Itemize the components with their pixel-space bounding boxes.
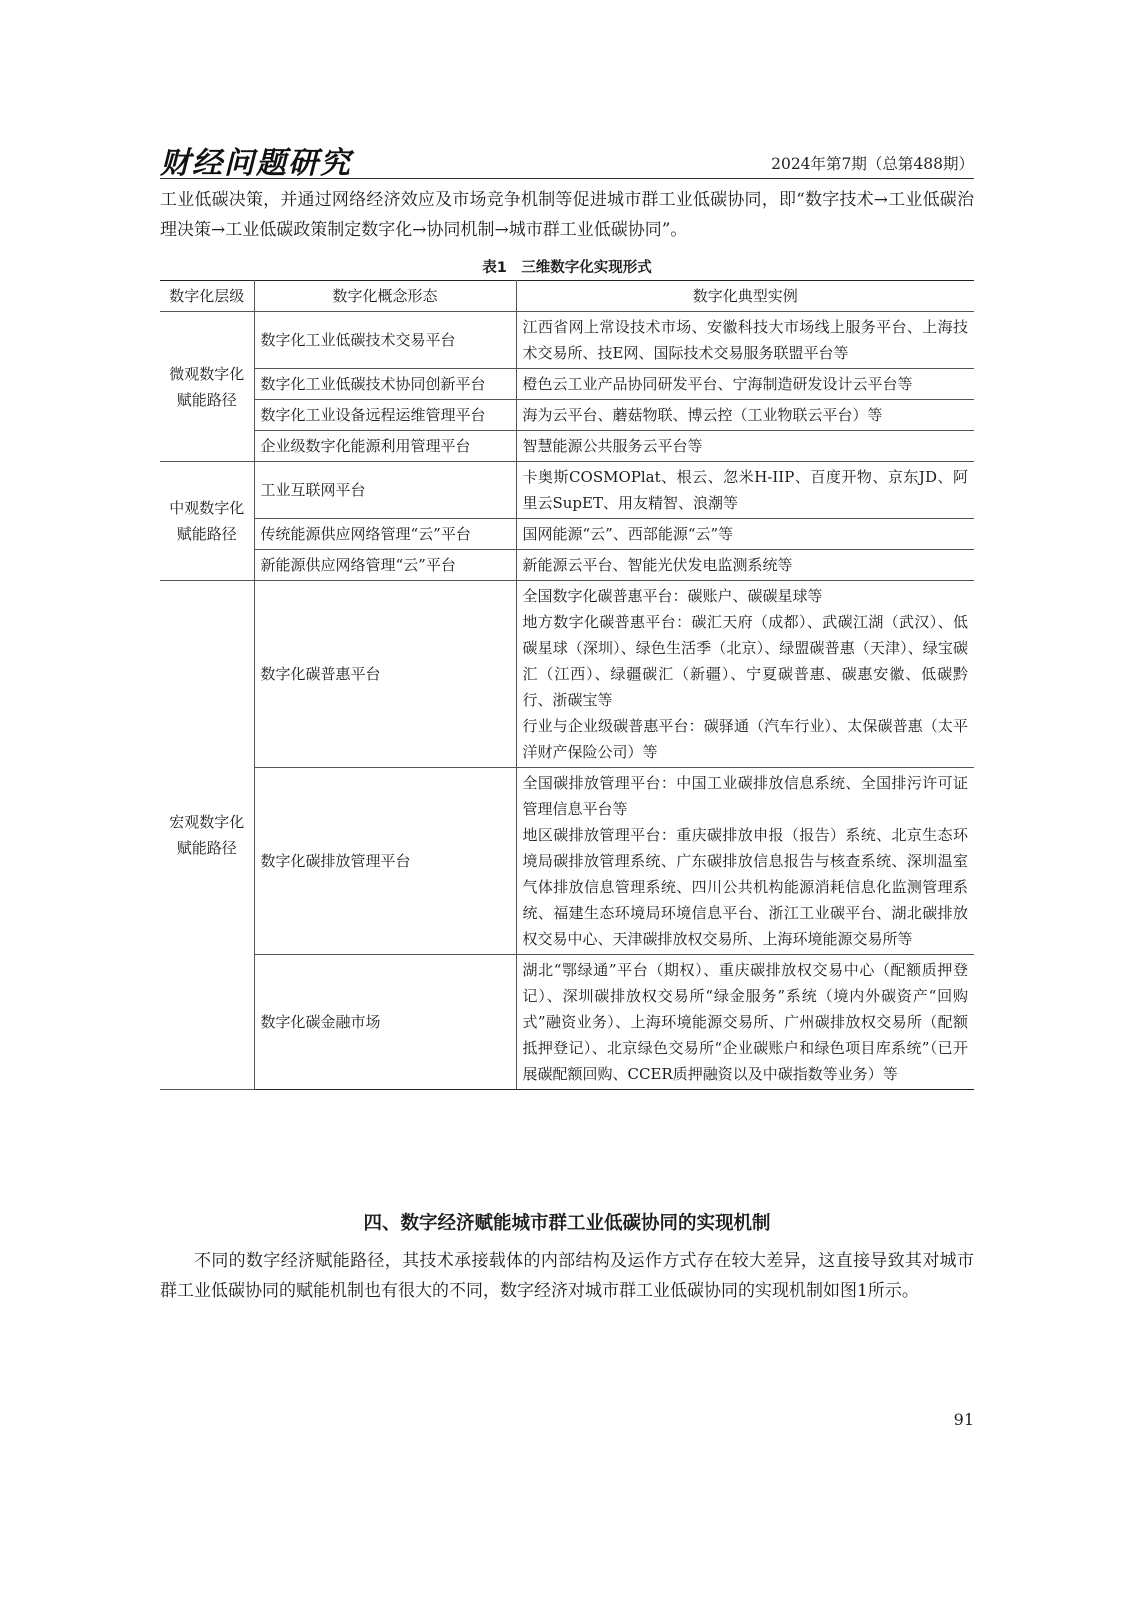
example-line: 全国碳排放管理平台：中国工业碳排放信息系统、全国排污许可证管理信息平台等 — [522, 774, 968, 818]
paragraph-top: 工业低碳决策，并通过网络经济效应及市场竞争机制等促进城市群工业低碳协同，即“数字技术→工业低碳治理决策→工业低碳政策制定数字化→协同机制→城市群工业低碳协同”。 — [160, 190, 974, 240]
digitalization-table — [160, 280, 974, 1090]
form-cell: 数字化碳金融市场 — [254, 955, 516, 1090]
table-row — [160, 369, 974, 400]
table-row — [160, 550, 974, 581]
examples-cell — [516, 462, 974, 519]
form-cell: 工业互联网平台 — [254, 462, 516, 519]
form-cell: 数字化工业低碳技术协同创新平台 — [254, 369, 516, 400]
examples-cell — [516, 519, 974, 550]
form-cell: 数字化工业低碳技术交易平台 — [254, 312, 516, 369]
table-row — [160, 400, 974, 431]
examples-cell — [516, 369, 974, 400]
example-line: 江西省网上常设技术市场、安徽科技大市场线上服务平台、上海技术交易所、技E网、国际技术交易服务联盟平台等 — [522, 318, 968, 362]
examples-cell — [516, 400, 974, 431]
table-row — [160, 955, 974, 1090]
journal-logo: 财经问题研究 — [160, 146, 352, 181]
example-line: 行业与企业级碳普惠平台：碳驿通（汽车行业）、太保碳普惠（太平洋财产保险公司）等 — [522, 717, 968, 761]
level-cell: 中观数字化赋能路径 — [160, 462, 254, 581]
issue-info: 2024年第7期（总第488期） — [771, 155, 974, 173]
examples-cell — [516, 955, 974, 1090]
table-row — [160, 519, 974, 550]
paragraph-bottom: 不同的数字经济赋能路径，其技术承接载体的内部结构及运作方式存在较大差异，这直接导致其对城市群工业低碳协同的赋能机制也有很大的不同，数字经济对城市群工业低碳协同的实现机制如图1所示。 — [160, 1251, 974, 1301]
form-cell: 企业级数字化能源利用管理平台 — [254, 431, 516, 462]
header-form: 数字化概念形态 — [254, 281, 516, 312]
form-cell: 传统能源供应网络管理“云”平台 — [254, 519, 516, 550]
header-level: 数字化层级 — [160, 281, 254, 312]
running-header — [160, 138, 974, 179]
table-row — [160, 768, 974, 955]
level-cell: 宏观数字化赋能路径 — [160, 581, 254, 1090]
level-cell: 微观数字化赋能路径 — [160, 312, 254, 462]
header-examples: 数字化典型实例 — [516, 281, 974, 312]
table-row — [160, 312, 974, 369]
example-line: 新能源云平台、智能光伏发电监测系统等 — [522, 556, 793, 574]
section-title: 四、数字经济赋能城市群工业低碳协同的实现机制 — [363, 1213, 771, 1234]
examples-cell — [516, 550, 974, 581]
example-line: 智慧能源公共服务云平台等 — [522, 437, 703, 455]
example-line: 湖北“鄂绿通”平台（期权）、重庆碳排放权交易中心（配额质押登记）、深圳碳排放权交易所“绿金服务”系统（境内外碳资产“回购式”融资业务）、上海环境能源交易所、广州碳排放权交易所（配额抵押登记）、北京绿色交易所“企业碳账户和绿色项目库系统”（已开展碳配额回购、CCER质押融资以及中碳指数等业务）等 — [522, 961, 968, 1083]
example-line: 橙色云工业产品协同研发平台、宁海制造研发设计云平台等 — [522, 375, 913, 393]
table-caption: 表1 三维数字化实现形式 — [482, 260, 652, 276]
form-cell: 数字化工业设备远程运维管理平台 — [254, 400, 516, 431]
example-line: 地方数字化碳普惠平台：碳汇天府（成都）、武碳江湖（武汉）、低碳星球（深圳）、绿色生活季（北京）、绿盟碳普惠（天津）、绿宝碳汇（江西）、绿疆碳汇（新疆）、宁夏碳普惠、碳惠安徽、低碳黔行、浙碳宝等 — [522, 613, 968, 709]
example-line: 国网能源“云”、西部能源“云”等 — [522, 525, 734, 543]
examples-cell — [516, 431, 974, 462]
table-header-row — [160, 281, 974, 312]
example-line: 地区碳排放管理平台：重庆碳排放申报（报告）系统、北京生态环境局碳排放管理系统、广东碳排放信息报告与核查系统、深圳温室气体排放信息管理系统、四川公共机构能源消耗信息化监测管理系统、福建生态环境局环境信息平台、浙江工业碳平台、湖北碳排放权交易中心、天津碳排放权交易所、上海环境能源交易所等 — [522, 826, 968, 948]
table-row — [160, 431, 974, 462]
form-cell: 新能源供应网络管理“云”平台 — [254, 550, 516, 581]
examples-cell — [516, 581, 974, 768]
examples-cell — [516, 312, 974, 369]
example-line: 海为云平台、蘑菇物联、博云控（工业物联云平台）等 — [522, 406, 883, 424]
table-row — [160, 581, 974, 768]
table-row — [160, 462, 974, 519]
example-line: 全国数字化碳普惠平台：碳账户、碳碳星球等 — [522, 587, 823, 605]
table-body — [160, 312, 974, 1090]
form-cell: 数字化碳排放管理平台 — [254, 768, 516, 955]
examples-cell — [516, 768, 974, 955]
form-cell: 数字化碳普惠平台 — [254, 581, 516, 768]
page-number: 91 — [953, 1410, 974, 1429]
example-line: 卡奥斯COSMOPlat、根云、忽米H-IIP、百度开物、京东JD、阿里云SupET、用友精智、浪潮等 — [522, 468, 968, 512]
